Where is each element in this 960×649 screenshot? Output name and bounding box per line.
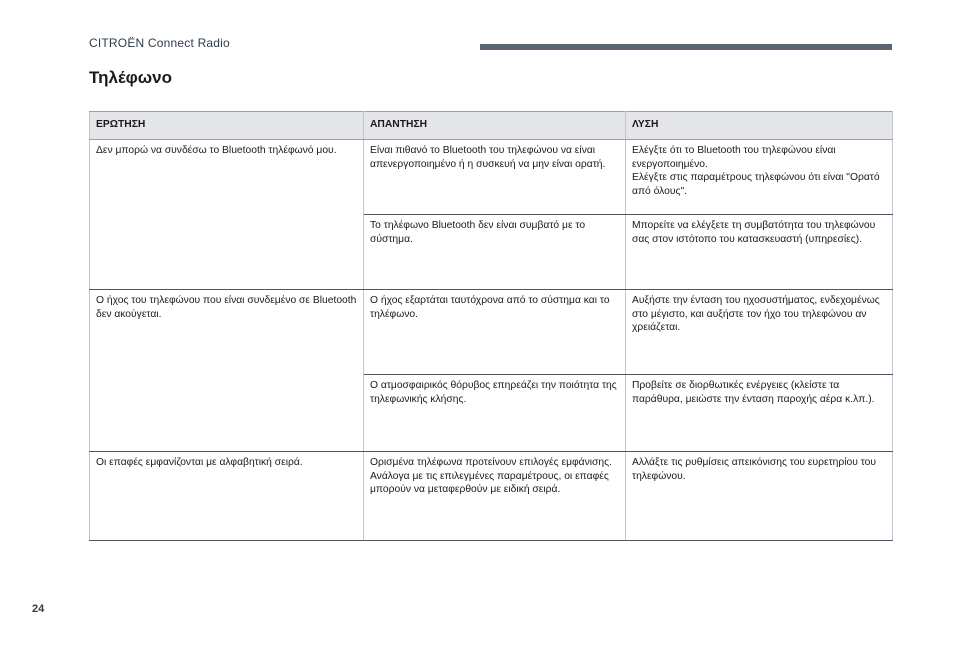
answer-cell: Το τηλέφωνο Bluetooth δεν είναι συμβατό με το σύστημα.: [364, 215, 626, 290]
header-divider-bar: [480, 44, 892, 50]
answer-cell: Είναι πιθανό το Bluetooth του τηλεφώνου να είναι απενεργοποιημένο ή η συσκευή να μην είναι ορατή.: [364, 140, 626, 215]
column-header-question: ΕΡΩΤΗΣΗ: [90, 112, 364, 140]
answer-cell: Ο ήχος εξαρτάται ταυτόχρονα από το σύστημα και το τηλέφωνο.: [364, 290, 626, 375]
answer-cell: Ορισμένα τηλέφωνα προτείνουν επιλογές εμφάνισης. Ανάλογα με τις επιλεγμένες παραμέτρους, οι επαφές μπορούν να μεταφερθούν με ειδική σειρά.: [364, 452, 626, 541]
solution-cell: Αυξήστε την ένταση του ηχοσυστήματος, ενδεχομένως στο μέγιστο, και αυξήστε τον ήχο του τηλεφώνου αν χρειάζεται.: [626, 290, 893, 375]
answer-cell: Ο ατμοσφαιρικός θόρυβος επηρεάζει την ποιότητα της τηλεφωνικής κλήσης.: [364, 375, 626, 452]
table-row: [90, 290, 893, 375]
solution-cell: Αλλάξτε τις ρυθμίσεις απεικόνισης του ευρετηρίου του τηλεφώνου.: [626, 452, 893, 541]
page-number: 24: [32, 603, 45, 615]
table-header-row: [90, 112, 893, 140]
column-header-solution: ΛΥΣΗ: [626, 112, 893, 140]
page-title: Τηλέφωνο: [89, 68, 172, 87]
table-row: [90, 140, 893, 215]
manual-header-title: CITROËN Connect Radio: [89, 36, 230, 50]
solution-cell: Μπορείτε να ελέγξετε τη συμβατότητα του τηλεφώνου σας στον ιστότοπο του κατασκευαστή (υπηρεσίες).: [626, 215, 893, 290]
table-row: [90, 452, 893, 541]
faq-table: [89, 111, 893, 541]
question-cell: Οι επαφές εμφανίζονται με αλφαβητική σειρά.: [90, 452, 364, 541]
question-cell: Ο ήχος του τηλεφώνου που είναι συνδεμένο σε Bluetooth δεν ακούγεται.: [90, 290, 364, 452]
solution-cell: Προβείτε σε διορθωτικές ενέργειες (κλείστε τα παράθυρα, μειώστε την ένταση παροχής αέρα κ.λπ.).: [626, 375, 893, 452]
question-cell: Δεν μπορώ να συνδέσω το Bluetooth τηλέφωνό μου.: [90, 140, 364, 290]
column-header-answer: ΑΠΑΝΤΗΣΗ: [364, 112, 626, 140]
solution-cell: Ελέγξτε ότι το Bluetooth του τηλεφώνου είναι ενεργοποιημένο. Ελέγξτε στις παραμέτρους τηλεφώνου ότι είναι "Ορατό από όλους".: [626, 140, 893, 215]
